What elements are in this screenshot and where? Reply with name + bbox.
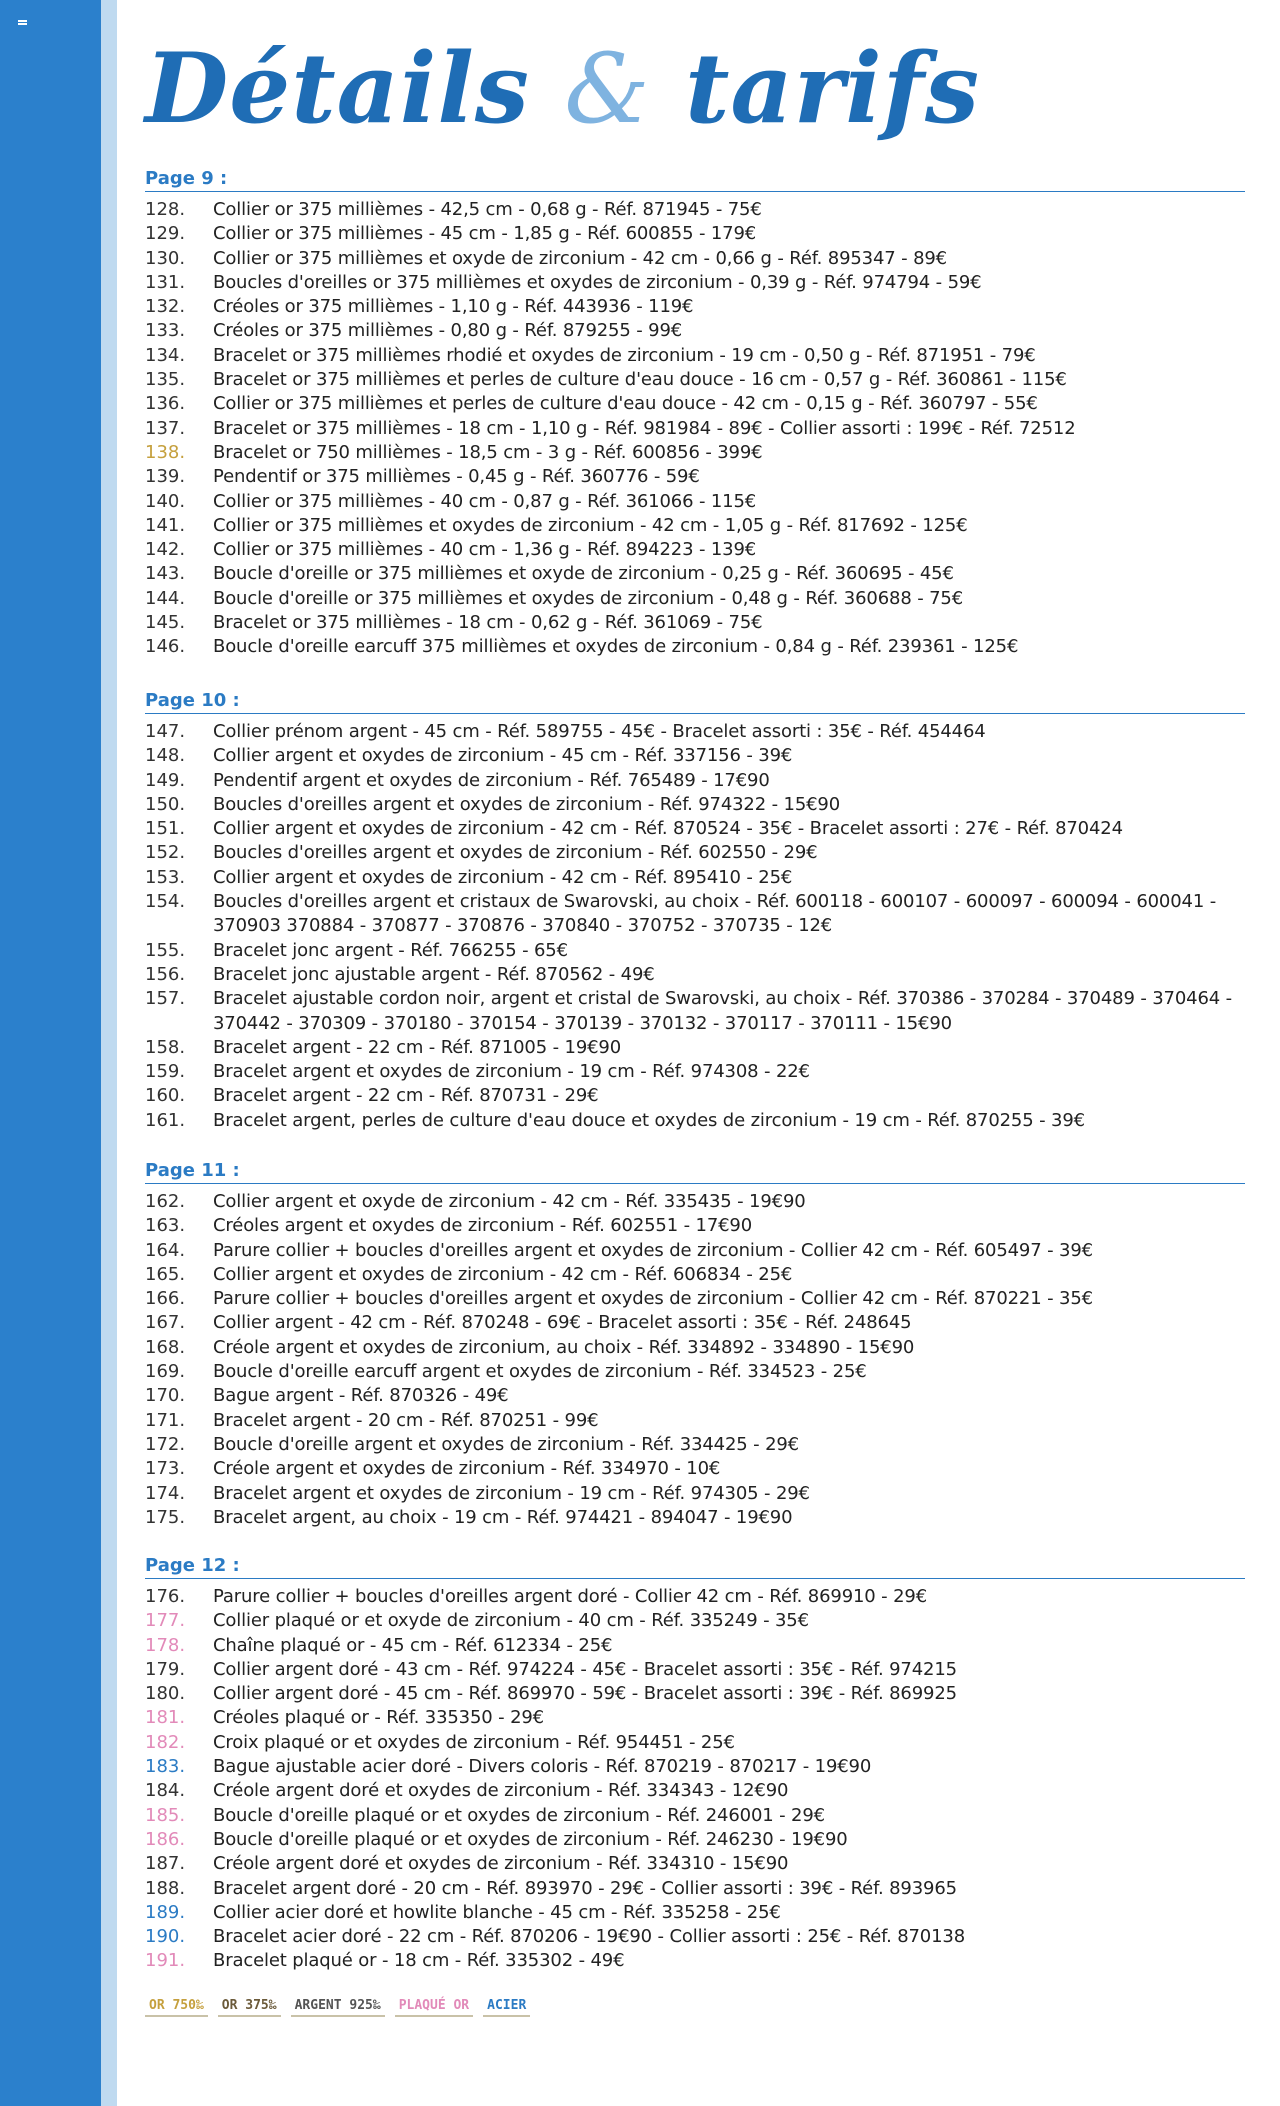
section-page-11 bbox=[145, 1160, 1245, 1530]
item-number: 173. bbox=[145, 1458, 186, 1480]
section-heading: Page 9 : bbox=[145, 168, 1245, 192]
item-list bbox=[145, 720, 1245, 1133]
list-item bbox=[145, 987, 1245, 1036]
list-item bbox=[145, 1263, 1245, 1287]
item-number: 178. bbox=[145, 1634, 186, 1656]
list-item bbox=[145, 319, 1245, 343]
legend-or-375: OR 375‰ bbox=[218, 1996, 281, 2017]
list-item bbox=[145, 465, 1245, 489]
list-item bbox=[145, 1852, 1245, 1876]
list-item bbox=[145, 295, 1245, 319]
list-item bbox=[145, 198, 1245, 222]
item-description: Boucle d'oreille plaqué or et oxydes de zirconium - Réf. 246001 - 29€ bbox=[213, 1804, 825, 1826]
item-number: 157. bbox=[145, 988, 186, 1010]
sidebar-edge bbox=[101, 0, 117, 2106]
item-number: 177. bbox=[145, 1610, 186, 1632]
item-description: Collier argent et oxydes de zirconium - 42 cm - Réf. 895410 - 25€ bbox=[213, 866, 793, 888]
list-item bbox=[145, 890, 1245, 939]
list-item bbox=[145, 1311, 1245, 1335]
list-item bbox=[145, 1109, 1245, 1133]
item-number: 152. bbox=[145, 842, 186, 864]
item-description: Bracelet or 375 millièmes - 18 cm - 0,62 g - Réf. 361069 - 75€ bbox=[213, 612, 763, 634]
item-number: 149. bbox=[145, 769, 186, 791]
item-description: Collier or 375 millièmes - 45 cm - 1,85 g - Réf. 600855 - 179€ bbox=[213, 223, 757, 245]
item-description: Collier prénom argent - 45 cm - Réf. 589755 - 45€ - Bracelet assorti : 35€ - Réf. 454464 bbox=[213, 721, 986, 742]
list-item bbox=[145, 271, 1245, 295]
item-number: 148. bbox=[145, 745, 186, 767]
metal-legend bbox=[145, 1996, 530, 2017]
item-description: Pendentif argent et oxydes de zirconium - Réf. 765489 - 17€90 bbox=[213, 769, 770, 791]
list-item bbox=[145, 1682, 1245, 1706]
item-description: Boucle d'oreille or 375 millièmes et oxyde de zirconium - 0,25 g - Réf. 360695 - 45€ bbox=[213, 563, 954, 585]
list-item bbox=[145, 1409, 1245, 1433]
list-item bbox=[145, 1779, 1245, 1803]
list-item bbox=[145, 514, 1245, 538]
list-item bbox=[145, 1609, 1245, 1633]
item-description: Bracelet jonc ajustable argent - Réf. 870562 - 49€ bbox=[213, 963, 655, 985]
item-description: Collier or 375 millièmes - 40 cm - 1,36 g - Réf. 894223 - 139€ bbox=[213, 539, 757, 561]
title-part2: tarifs bbox=[685, 32, 981, 145]
item-description: Boucles d'oreilles argent et cristaux de Swarovski, au choix - Réf. 600118 - 600107 - 600097 - 600094 - 600041 - 370903 370884 - 370877 - 370876 - 370840 - 370752 - 370735 - 12€ bbox=[213, 891, 1217, 937]
item-description: Boucle d'oreille argent et oxydes de zirconium - Réf. 334425 - 29€ bbox=[213, 1433, 799, 1455]
item-number: 176. bbox=[145, 1586, 186, 1607]
list-item bbox=[145, 1287, 1245, 1311]
list-item bbox=[145, 1190, 1245, 1214]
item-description: Collier acier doré et howlite blanche - 45 cm - Réf. 335258 - 25€ bbox=[213, 1901, 781, 1923]
item-description: Bague argent - Réf. 870326 - 49€ bbox=[213, 1385, 509, 1407]
item-number: 136. bbox=[145, 393, 186, 415]
item-number: 131. bbox=[145, 271, 186, 293]
list-item bbox=[145, 1706, 1245, 1730]
item-number: 147. bbox=[145, 721, 186, 742]
item-description: Bracelet argent, perles de culture d'eau douce et oxydes de zirconium - 19 cm - Réf. 870255 - 39€ bbox=[213, 1109, 1085, 1131]
item-number: 164. bbox=[145, 1239, 186, 1261]
list-item bbox=[145, 1634, 1245, 1658]
item-number: 159. bbox=[145, 1061, 186, 1083]
item-description: Boucles d'oreilles argent et oxydes de zirconium - Réf. 602550 - 29€ bbox=[213, 842, 818, 864]
list-item bbox=[145, 1949, 1245, 1973]
item-description: Bracelet argent - 20 cm - Réf. 870251 - 99€ bbox=[213, 1409, 599, 1431]
list-item bbox=[145, 417, 1245, 441]
item-description: Parure collier + boucles d'oreilles argent et oxydes de zirconium - Collier 42 cm - Réf. 605497 - 39€ bbox=[213, 1239, 1093, 1261]
item-description: Bracelet or 375 millièmes et perles de culture d'eau douce - 16 cm - 0,57 g - Réf. 360861 - 115€ bbox=[213, 369, 1067, 391]
item-number: 144. bbox=[145, 587, 186, 609]
item-description: Pendentif or 375 millièmes - 0,45 g - Réf. 360776 - 59€ bbox=[213, 466, 700, 488]
section-page-12 bbox=[145, 1555, 1245, 1974]
list-item bbox=[145, 817, 1245, 841]
item-description: Bracelet argent - 22 cm - Réf. 870731 - 29€ bbox=[213, 1085, 599, 1107]
item-number: 130. bbox=[145, 247, 186, 269]
item-description: Bracelet argent et oxydes de zirconium - 19 cm - Réf. 974305 - 29€ bbox=[213, 1482, 810, 1504]
item-number: 174. bbox=[145, 1482, 186, 1504]
list-item bbox=[145, 368, 1245, 392]
item-description: Collier or 375 millièmes - 40 cm - 0,87 g - Réf. 361066 - 115€ bbox=[213, 490, 757, 512]
list-item bbox=[145, 1384, 1245, 1408]
item-description: Créole argent doré et oxydes de zirconium - Réf. 334310 - 15€90 bbox=[213, 1853, 789, 1875]
item-number: 172. bbox=[145, 1433, 186, 1455]
item-number: 138. bbox=[145, 441, 186, 463]
item-description: Bracelet or 375 millièmes - 18 cm - 1,10 g - Réf. 981984 - 89€ - Collier assorti : 199€ - Réf. 72512 bbox=[213, 417, 1076, 439]
item-number: 142. bbox=[145, 539, 186, 561]
item-description: Collier argent et oxydes de zirconium - 42 cm - Réf. 606834 - 25€ bbox=[213, 1263, 793, 1285]
list-item bbox=[145, 866, 1245, 890]
item-number: 181. bbox=[145, 1707, 186, 1729]
list-item bbox=[145, 1036, 1245, 1060]
item-number: 168. bbox=[145, 1336, 186, 1358]
item-description: Collier argent doré - 45 cm - Réf. 869970 - 59€ - Bracelet assorti : 39€ - Réf. 869925 bbox=[213, 1683, 957, 1705]
item-description: Collier argent - 42 cm - Réf. 870248 - 69€ - Bracelet assorti : 35€ - Réf. 248645 bbox=[213, 1312, 912, 1334]
item-description: Bracelet argent doré - 20 cm - Réf. 893970 - 29€ - Collier assorti : 39€ - Réf. 893965 bbox=[213, 1877, 957, 1899]
item-description: Collier argent doré - 43 cm - Réf. 974224 - 45€ - Bracelet assorti : 35€ - Réf. 974215 bbox=[213, 1658, 957, 1680]
list-item bbox=[145, 939, 1245, 963]
item-number: 155. bbox=[145, 939, 186, 961]
section-heading: Page 12 : bbox=[145, 1555, 1245, 1579]
item-number: 186. bbox=[145, 1828, 186, 1850]
item-number: 151. bbox=[145, 818, 186, 840]
item-number: 190. bbox=[145, 1926, 186, 1948]
list-item bbox=[145, 222, 1245, 246]
item-description: Collier or 375 millièmes et perles de culture d'eau douce - 42 cm - 0,15 g - Réf. 360797 - 55€ bbox=[213, 393, 1038, 415]
item-description: Boucle d'oreille or 375 millièmes et oxydes de zirconium - 0,48 g - Réf. 360688 - 75€ bbox=[213, 587, 964, 609]
list-item bbox=[145, 1755, 1245, 1779]
list-item bbox=[145, 1239, 1245, 1263]
list-item bbox=[145, 587, 1245, 611]
item-description: Bracelet argent - 22 cm - Réf. 871005 - 19€90 bbox=[213, 1036, 622, 1058]
item-number: 191. bbox=[145, 1950, 186, 1972]
item-description: Créoles argent et oxydes de zirconium - Réf. 602551 - 17€90 bbox=[213, 1215, 753, 1237]
item-description: Boucles d'oreilles argent et oxydes de zirconium - Réf. 974322 - 15€90 bbox=[213, 793, 841, 815]
list-item bbox=[145, 1658, 1245, 1682]
item-number: 153. bbox=[145, 866, 186, 888]
item-number: 189. bbox=[145, 1901, 186, 1923]
item-number: 156. bbox=[145, 963, 186, 985]
item-description: Bracelet jonc argent - Réf. 766255 - 65€ bbox=[213, 939, 568, 961]
item-number: 143. bbox=[145, 563, 186, 585]
legend-argent-925: ARGENT 925‰ bbox=[291, 1996, 385, 2017]
item-description: Collier argent et oxydes de zirconium - 45 cm - Réf. 337156 - 39€ bbox=[213, 745, 793, 767]
item-number: 167. bbox=[145, 1312, 186, 1334]
list-item bbox=[145, 1457, 1245, 1481]
item-description: Bracelet or 375 millièmes rhodié et oxydes de zirconium - 19 cm - 0,50 g - Réf. 871951 - 79€ bbox=[213, 344, 1036, 366]
list-item bbox=[145, 392, 1245, 416]
legend-acier: ACIER bbox=[483, 1996, 530, 2017]
item-description: Bague ajustable acier doré - Divers coloris - Réf. 870219 - 870217 - 19€90 bbox=[213, 1756, 872, 1778]
list-item bbox=[145, 963, 1245, 987]
list-item bbox=[145, 1084, 1245, 1108]
item-description: Créole argent et oxydes de zirconium - Réf. 334970 - 10€ bbox=[213, 1458, 721, 1480]
item-description: Créole argent doré et oxydes de zirconium - Réf. 334343 - 12€90 bbox=[213, 1780, 789, 1802]
item-number: 134. bbox=[145, 344, 186, 366]
item-description: Créole argent et oxydes de zirconium, au choix - Réf. 334892 - 334890 - 15€90 bbox=[213, 1336, 915, 1358]
item-number: 145. bbox=[145, 612, 186, 634]
list-item bbox=[145, 1804, 1245, 1828]
item-description: Bracelet plaqué or - 18 cm - Réf. 335302 - 49€ bbox=[213, 1950, 625, 1972]
legend-plaque-or: PLAQUÉ OR bbox=[395, 1996, 473, 2017]
item-description: Bracelet or 750 millièmes - 18,5 cm - 3 g - Réf. 600856 - 399€ bbox=[213, 441, 763, 463]
list-item bbox=[145, 1877, 1245, 1901]
item-number: 171. bbox=[145, 1409, 186, 1431]
item-number: 133. bbox=[145, 320, 186, 342]
item-description: Boucle d'oreille earcuff argent et oxydes de zirconium - Réf. 334523 - 25€ bbox=[213, 1361, 867, 1383]
list-item bbox=[145, 1925, 1245, 1949]
list-item bbox=[145, 720, 1245, 744]
list-item bbox=[145, 1731, 1245, 1755]
item-number: 166. bbox=[145, 1288, 186, 1310]
item-description: Bracelet acier doré - 22 cm - Réf. 870206 - 19€90 - Collier assorti : 25€ - Réf. 870138 bbox=[213, 1926, 966, 1948]
item-number: 187. bbox=[145, 1853, 186, 1875]
item-number: 162. bbox=[145, 1191, 186, 1212]
item-description: Bracelet argent, au choix - 19 cm - Réf. 974421 - 894047 - 19€90 bbox=[213, 1506, 793, 1528]
item-number: 183. bbox=[145, 1756, 186, 1778]
list-item bbox=[145, 1433, 1245, 1457]
item-number: 185. bbox=[145, 1804, 186, 1826]
list-item bbox=[145, 1060, 1245, 1084]
item-description: Créoles or 375 millièmes - 0,80 g - Réf. 879255 - 99€ bbox=[213, 320, 683, 342]
item-number: 160. bbox=[145, 1085, 186, 1107]
item-description: Bracelet ajustable cordon noir, argent et cristal de Swarovski, au choix - Réf. 370386 - 370284 - 370489 - 370464 - 370442 - 370309 - 370180 - 370154 - 370139 - 370132 - 370117 - 370111 - 15€90 bbox=[213, 988, 1232, 1034]
item-description: Collier or 375 millièmes et oxydes de zirconium - 42 cm - 1,05 g - Réf. 817692 - 125€ bbox=[213, 514, 968, 536]
list-item bbox=[145, 1360, 1245, 1384]
item-number: 184. bbox=[145, 1780, 186, 1802]
item-description: Boucle d'oreille earcuff 375 millièmes et oxydes de zirconium - 0,84 g - Réf. 239361 - 125€ bbox=[213, 636, 1019, 658]
item-description: Collier or 375 millièmes - 42,5 cm - 0,68 g - Réf. 871945 - 75€ bbox=[213, 199, 762, 220]
item-description: Boucles d'oreilles or 375 millièmes et oxydes de zirconium - 0,39 g - Réf. 974794 - 59€ bbox=[213, 271, 982, 293]
list-item bbox=[145, 1828, 1245, 1852]
title-part1: Détails bbox=[145, 32, 530, 145]
item-description: Chaîne plaqué or - 45 cm - Réf. 612334 - 25€ bbox=[213, 1634, 613, 1656]
item-number: 129. bbox=[145, 223, 186, 245]
item-description: Boucle d'oreille plaqué or et oxydes de zirconium - Réf. 246230 - 19€90 bbox=[213, 1828, 848, 1850]
section-page-10 bbox=[145, 690, 1245, 1133]
section-heading: Page 11 : bbox=[145, 1160, 1245, 1184]
list-item bbox=[145, 1336, 1245, 1360]
list-item bbox=[145, 769, 1245, 793]
item-number: 161. bbox=[145, 1109, 186, 1131]
section-heading: Page 10 : bbox=[145, 690, 1245, 714]
list-item bbox=[145, 562, 1245, 586]
list-item bbox=[145, 1585, 1245, 1609]
item-number: 150. bbox=[145, 793, 186, 815]
list-item bbox=[145, 490, 1245, 514]
page-title bbox=[145, 32, 980, 145]
item-description: Collier argent et oxyde de zirconium - 42 cm - Réf. 335435 - 19€90 bbox=[213, 1191, 806, 1212]
item-number: 158. bbox=[145, 1036, 186, 1058]
sidebar-band bbox=[0, 0, 101, 2106]
item-description: Créoles plaqué or - Réf. 335350 - 29€ bbox=[213, 1707, 544, 1729]
item-number: 170. bbox=[145, 1385, 186, 1407]
item-number: 169. bbox=[145, 1361, 186, 1383]
list-item bbox=[145, 611, 1245, 635]
item-list bbox=[145, 1585, 1245, 1974]
list-item bbox=[145, 793, 1245, 817]
list-item bbox=[145, 1214, 1245, 1238]
item-number: 180. bbox=[145, 1683, 186, 1705]
item-number: 154. bbox=[145, 891, 186, 913]
item-number: 141. bbox=[145, 514, 186, 536]
item-description: Croix plaqué or et oxydes de zirconium - Réf. 954451 - 25€ bbox=[213, 1731, 735, 1753]
item-number: 163. bbox=[145, 1215, 186, 1237]
item-description: Collier plaqué or et oxyde de zirconium - 40 cm - Réf. 335249 - 35€ bbox=[213, 1610, 809, 1632]
list-item bbox=[145, 1506, 1245, 1530]
item-description: Parure collier + boucles d'oreilles argent doré - Collier 42 cm - Réf. 869910 - 29€ bbox=[213, 1586, 927, 1607]
item-list bbox=[145, 1190, 1245, 1530]
item-number: 135. bbox=[145, 369, 186, 391]
item-description: Bracelet argent et oxydes de zirconium - 19 cm - Réf. 974308 - 22€ bbox=[213, 1061, 810, 1083]
list-item bbox=[145, 744, 1245, 768]
list-item bbox=[145, 1901, 1245, 1925]
item-number: 165. bbox=[145, 1263, 186, 1285]
list-item bbox=[145, 841, 1245, 865]
item-description: Collier or 375 millièmes et oxyde de zirconium - 42 cm - 0,66 g - Réf. 895347 - 89€ bbox=[213, 247, 947, 269]
item-description: Collier argent et oxydes de zirconium - 42 cm - Réf. 870524 - 35€ - Bracelet assorti : 27€ - Réf. 870424 bbox=[213, 818, 1123, 840]
list-item bbox=[145, 344, 1245, 368]
item-number: 132. bbox=[145, 296, 186, 318]
item-number: 179. bbox=[145, 1658, 186, 1680]
item-number: 137. bbox=[145, 417, 186, 439]
item-description: Créoles or 375 millièmes - 1,10 g - Réf. 443936 - 119€ bbox=[213, 296, 694, 318]
item-list bbox=[145, 198, 1245, 660]
title-ampersand: & bbox=[564, 33, 651, 145]
item-number: 139. bbox=[145, 466, 186, 488]
list-item bbox=[145, 247, 1245, 271]
item-description: Parure collier + boucles d'oreilles argent et oxydes de zirconium - Collier 42 cm - Réf. 870221 - 35€ bbox=[213, 1288, 1093, 1310]
menu-icon[interactable] bbox=[18, 20, 27, 28]
item-number: 128. bbox=[145, 199, 186, 220]
legend-or-750: OR 750‰ bbox=[145, 1996, 208, 2017]
item-number: 140. bbox=[145, 490, 186, 512]
list-item bbox=[145, 1482, 1245, 1506]
item-number: 188. bbox=[145, 1877, 186, 1899]
list-item bbox=[145, 538, 1245, 562]
item-number: 175. bbox=[145, 1506, 186, 1528]
item-number: 146. bbox=[145, 636, 186, 658]
list-item bbox=[145, 635, 1245, 659]
section-page-9 bbox=[145, 168, 1245, 660]
list-item bbox=[145, 441, 1245, 465]
item-number: 182. bbox=[145, 1731, 186, 1753]
